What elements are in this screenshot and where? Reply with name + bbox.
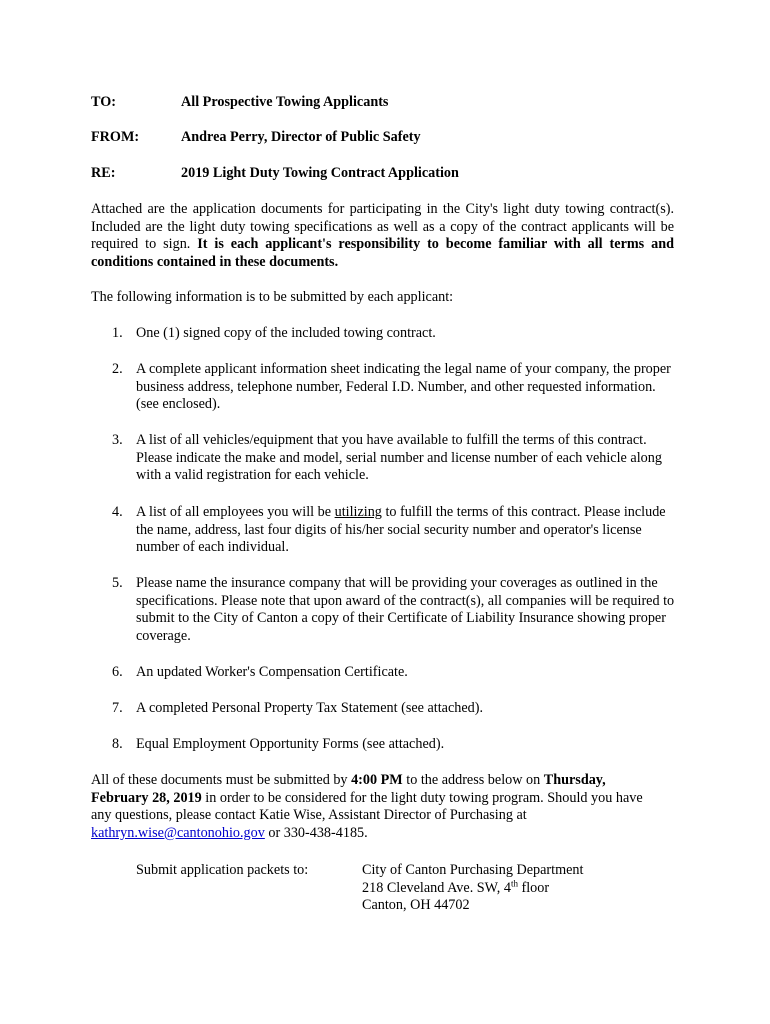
- ordinal-suffix: th: [510, 877, 518, 888]
- intro-paragraph: [91, 201, 674, 271]
- list-item: [112, 432, 677, 485]
- list-item-text: One (1) signed copy of the included towing contract.: [136, 325, 436, 341]
- underlined-word: utilizing: [334, 504, 382, 520]
- closing-text: in order to be considered for the light duty towing program. Should you have any questions, please contact Katie Wise, Assistant Director of Purchasing at: [91, 789, 643, 824]
- list-item-text: [136, 504, 677, 557]
- closing-text: All of these documents must be submitted by: [91, 772, 352, 788]
- list-item-text-part: to fulfill the terms of this contract. Please include the name, address, last four digits of his/her social security number and operator's license number of each individual.: [136, 504, 666, 556]
- list-item-text: An updated Worker's Compensation Certificate.: [136, 664, 408, 680]
- email-link[interactable]: kathryn.wise@cantonohio.gov: [91, 824, 265, 841]
- submit-label: Submit application packets to:: [136, 862, 309, 878]
- list-item-text: A list of all vehicles/equipment that you have available to fulfill the terms of this contract. Please indicate the make and model, serial number and license number of each vehicle along with a valid registration for each vehicle.: [136, 432, 662, 484]
- list-item-number: 3.: [112, 432, 123, 448]
- list-item: [112, 736, 677, 754]
- list-item-text: A completed Personal Property Tax Statement (see attached).: [136, 700, 484, 716]
- list-item-text: Equal Employment Opportunity Forms (see attached).: [136, 736, 445, 752]
- list-item-text-part: A list of all employees you will be: [136, 504, 335, 520]
- list-item-text: Please name the insurance company that will be providing your coverages as outlined in the specifications. Please note that upon award of the contract(s), all companies will be required to submit to the City of Canton a copy of their Certificate of Liability Insurance showing proper coverage.: [136, 575, 675, 644]
- list-item: [112, 700, 677, 718]
- list-item-number: 1.: [112, 325, 123, 341]
- list-item: [112, 361, 677, 414]
- list-item-number: 2.: [112, 361, 123, 377]
- list-item-number: 5.: [112, 575, 123, 591]
- re-label: RE:: [91, 165, 116, 181]
- list-item-text: A complete applicant information sheet indicating the legal name of your company, the proper business address, telephone number, Federal I.D. Number, and other requested information. (see enclosed).: [136, 361, 671, 413]
- list-intro: The following information is to be submitted by each applicant:: [91, 289, 454, 305]
- from-value: Andrea Perry, Director of Public Safety: [181, 129, 421, 145]
- address-floor: floor: [517, 879, 550, 896]
- deadline-time: 4:00 PM: [351, 772, 403, 788]
- from-line: [91, 129, 421, 147]
- closing-text: or 330-438-4185.: [264, 824, 368, 841]
- address-line-1: City of Canton Purchasing Department: [362, 862, 584, 878]
- list-item: [112, 325, 677, 343]
- list-item: [112, 575, 677, 645]
- deadline-date: Thursday, February 28, 2019: [91, 772, 606, 806]
- re-line: [91, 165, 459, 183]
- list-item-number: 8.: [112, 736, 123, 752]
- closing-text: to the address below on: [402, 772, 544, 788]
- to-label: TO:: [91, 94, 116, 110]
- to-line: [91, 94, 388, 112]
- list-item-number: 4.: [112, 504, 123, 520]
- address-line-3: Canton, OH 44702: [362, 897, 470, 914]
- intro-text: Attached are the application documents for participating in the City's light duty towing contract(s). Included are the light duty towing specifications as well as a copy of the contract applicants will be required to sign.: [91, 201, 674, 253]
- list-item: [112, 664, 677, 682]
- intro-bold-text: It is each applicant's responsibility to become familiar with all terms and conditions contained in these documents.: [91, 236, 674, 270]
- closing-paragraph: [91, 772, 661, 842]
- list-item-number: 6.: [112, 664, 123, 680]
- list-item-number: 7.: [112, 700, 123, 716]
- mailing-address: [362, 862, 583, 915]
- list-item: [112, 504, 677, 557]
- re-value: 2019 Light Duty Towing Contract Application: [181, 165, 459, 181]
- address-line-2: [362, 877, 583, 898]
- to-value: All Prospective Towing Applicants: [181, 94, 389, 110]
- address-street: 218 Cleveland Ave. SW, 4: [362, 879, 511, 896]
- from-label: FROM:: [91, 129, 140, 145]
